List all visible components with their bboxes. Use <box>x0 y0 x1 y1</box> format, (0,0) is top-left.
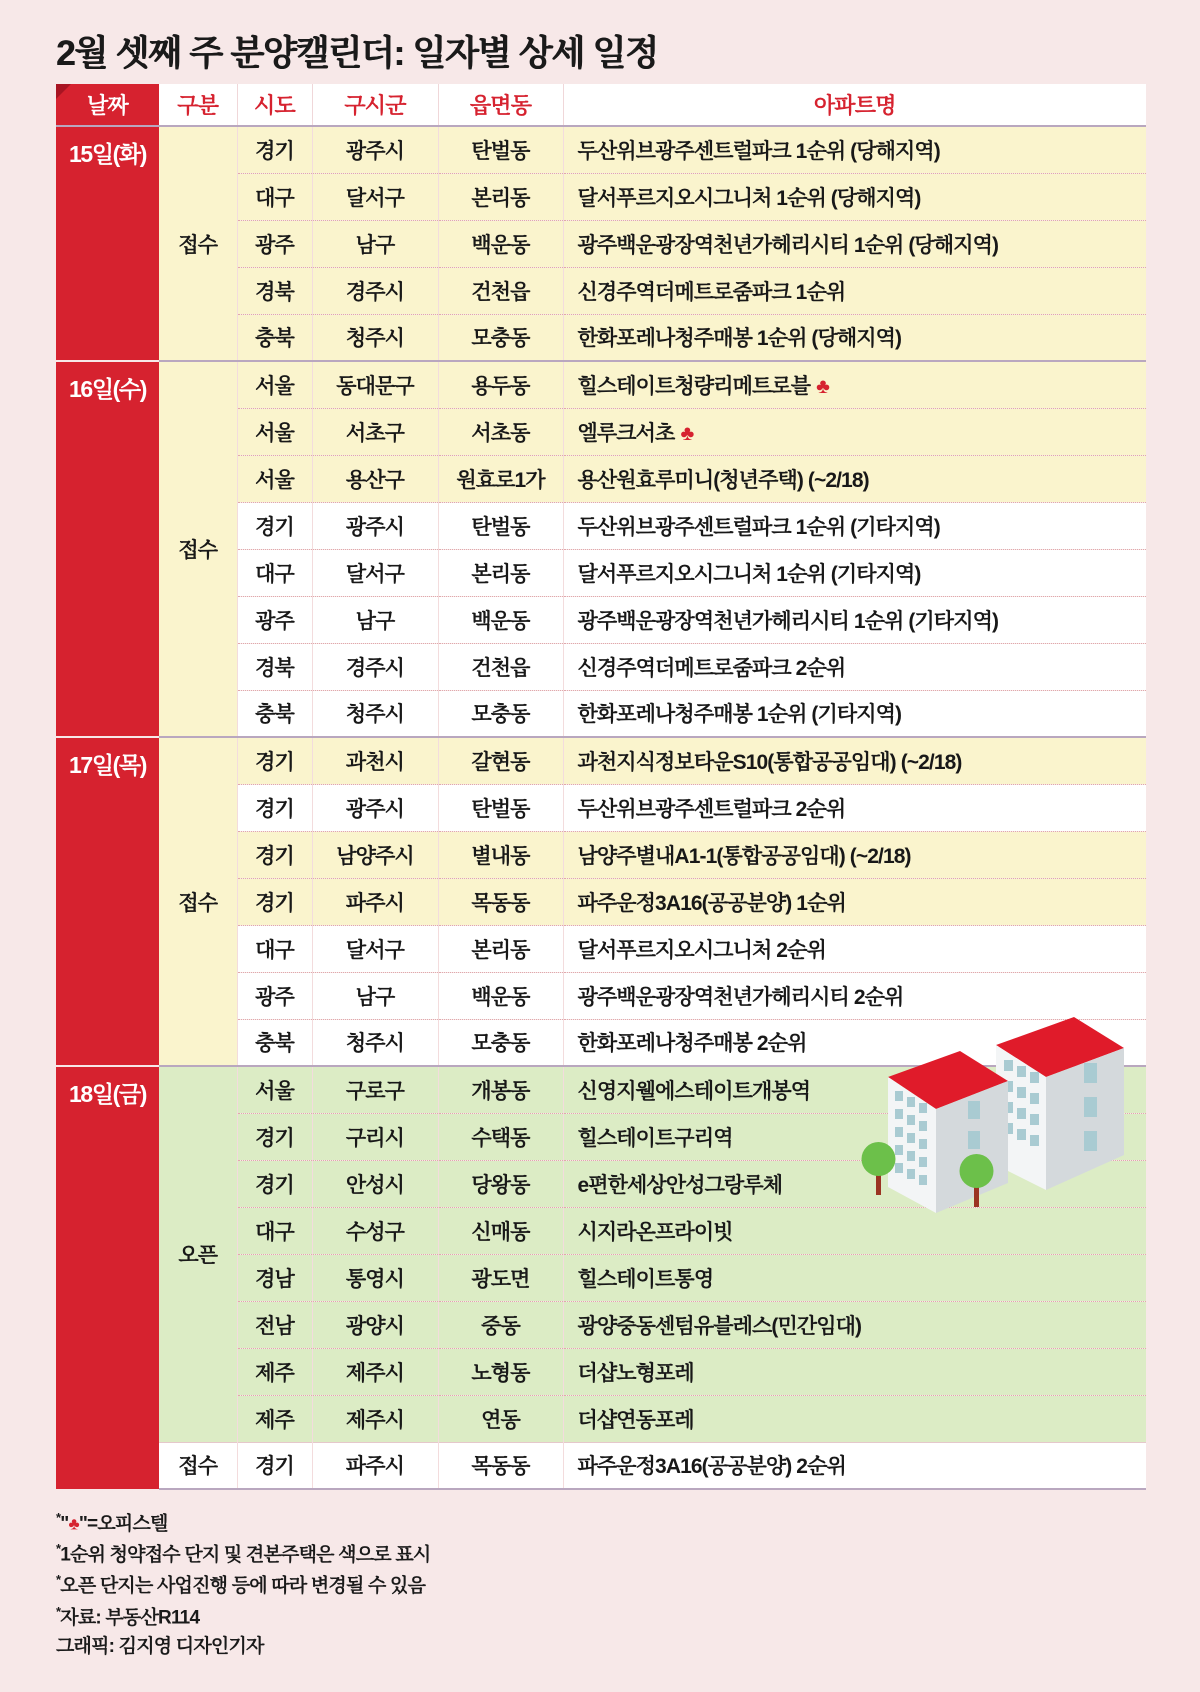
sido-cell: 충북 <box>237 1019 312 1066</box>
apartment-name-label: 한화포레나청주매봉 1순위 (당해지역) <box>577 327 902 351</box>
sido-cell: 대구 <box>237 1207 312 1254</box>
date-cell <box>56 1066 159 1489</box>
apartment-name-cell <box>563 1019 1146 1066</box>
calendar-table-container <box>56 84 1146 1490</box>
eupmyeondong-cell: 본리동 <box>438 173 563 220</box>
apartment-name-label: 광주백운광장역천년가헤리시티 1순위 (기타지역) <box>577 609 999 633</box>
sido-cell: 대구 <box>237 173 312 220</box>
gusigun-cell: 남구 <box>312 596 438 643</box>
gusigun-cell: 광주시 <box>312 502 438 549</box>
gusigun-cell: 용산구 <box>312 455 438 502</box>
apartment-name-cell <box>563 267 1146 314</box>
apartment-name-cell <box>563 455 1146 502</box>
sido-cell: 서울 <box>237 361 312 408</box>
sido-cell: 충북 <box>237 314 312 361</box>
club-icon: ♣ <box>68 1514 79 1534</box>
eupmyeondong-cell: 탄벌동 <box>438 126 563 173</box>
eupmyeondong-cell: 건천읍 <box>438 643 563 690</box>
sido-cell: 경남 <box>237 1254 312 1301</box>
gusigun-cell: 동대문구 <box>312 361 438 408</box>
sido-cell: 경기 <box>237 502 312 549</box>
gusigun-cell: 경주시 <box>312 267 438 314</box>
apartment-name-cell <box>563 220 1146 267</box>
fold-corner-icon <box>56 84 71 99</box>
gusigun-cell: 광주시 <box>312 126 438 173</box>
apartment-name-label: 달서푸르지오시그니처 1순위 (당해지역) <box>577 186 921 210</box>
gusigun-cell: 파주시 <box>312 1442 438 1489</box>
sido-cell: 경기 <box>237 831 312 878</box>
apartment-name-cell <box>563 1207 1146 1254</box>
eupmyeondong-cell: 용두동 <box>438 361 563 408</box>
apartment-name-cell <box>563 126 1146 173</box>
footnote-source: *자료: 부동산R114 <box>56 1603 200 1628</box>
sido-cell: 서울 <box>237 455 312 502</box>
eupmyeondong-cell: 노형동 <box>438 1348 563 1395</box>
eupmyeondong-cell: 당왕동 <box>438 1160 563 1207</box>
gusigun-cell: 남양주시 <box>312 831 438 878</box>
column-header-gusigun: 구시군 <box>312 84 438 126</box>
eupmyeondong-cell: 모충동 <box>438 1019 563 1066</box>
eupmyeondong-cell: 갈현동 <box>438 737 563 784</box>
sido-cell: 제주 <box>237 1348 312 1395</box>
eupmyeondong-cell: 탄벌동 <box>438 784 563 831</box>
type-cell: 접수 <box>159 361 237 737</box>
date-cell <box>56 361 159 737</box>
apartment-name-label: 신영지웰에스테이트개봉역 <box>577 1079 811 1103</box>
eupmyeondong-cell: 모충동 <box>438 690 563 737</box>
eupmyeondong-cell: 건천읍 <box>438 267 563 314</box>
eupmyeondong-cell: 개봉동 <box>438 1066 563 1113</box>
sido-cell: 경기 <box>237 784 312 831</box>
apartment-name-label: 시지라온프라이빗 <box>577 1220 733 1244</box>
eupmyeondong-cell: 탄벌동 <box>438 502 563 549</box>
date-label: 16일(수) <box>69 376 146 402</box>
sido-cell: 경북 <box>237 643 312 690</box>
apartment-name-cell <box>563 690 1146 737</box>
apartment-name-cell <box>563 1066 1146 1113</box>
apartment-name-label: 두산위브광주센트럴파크 1순위 (당해지역) <box>577 139 940 163</box>
sido-cell: 서울 <box>237 408 312 455</box>
eupmyeondong-cell: 원효로1가 <box>438 455 563 502</box>
apartment-name-cell <box>563 925 1146 972</box>
column-header-sido: 시도 <box>237 84 312 126</box>
table-row <box>56 737 1146 784</box>
type-cell: 접수 <box>159 126 237 361</box>
eupmyeondong-cell: 백운동 <box>438 972 563 1019</box>
date-label: 15일(화) <box>69 141 146 167</box>
footnote-graphic-credit: 그래픽: 김지영 디자인기자 <box>56 1635 264 1657</box>
apartment-name-label: 파주운정3A16(공공분양) 1순위 <box>577 891 846 915</box>
apartment-name-label: 힐스테이트통영 <box>577 1267 714 1291</box>
apartment-name-label: e편한세상안성그랑루체 <box>577 1173 783 1197</box>
footnotes <box>56 1508 856 1662</box>
sido-cell: 서울 <box>237 1066 312 1113</box>
apartment-name-label: 한화포레나청주매봉 2순위 <box>577 1032 807 1056</box>
table-row <box>56 126 1146 173</box>
sido-cell: 전남 <box>237 1301 312 1348</box>
gusigun-cell: 제주시 <box>312 1395 438 1442</box>
eupmyeondong-cell: 신매동 <box>438 1207 563 1254</box>
apartment-name-cell <box>563 1160 1146 1207</box>
gusigun-cell: 청주시 <box>312 1019 438 1066</box>
sido-cell: 대구 <box>237 925 312 972</box>
apartment-name-cell <box>563 1254 1146 1301</box>
apartment-name-label: 달서푸르지오시그니처 1순위 (기타지역) <box>577 562 921 586</box>
eupmyeondong-cell: 목동동 <box>438 878 563 925</box>
apartment-name-label: 더샵연동포레 <box>577 1408 694 1432</box>
apartment-name-cell <box>563 1301 1146 1348</box>
sido-cell: 제주 <box>237 1395 312 1442</box>
sido-cell: 경기 <box>237 126 312 173</box>
apartment-name-cell <box>563 408 1146 455</box>
gusigun-cell: 안성시 <box>312 1160 438 1207</box>
gusigun-cell: 남구 <box>312 972 438 1019</box>
gusigun-cell: 광양시 <box>312 1301 438 1348</box>
eupmyeondong-cell: 광도면 <box>438 1254 563 1301</box>
apartment-name-label: 광주백운광장역천년가헤리시티 2순위 <box>577 985 904 1009</box>
gusigun-cell: 광주시 <box>312 784 438 831</box>
apartment-name-label: 힐스테이트구리역 <box>577 1126 733 1150</box>
sido-cell: 광주 <box>237 972 312 1019</box>
apartment-name-cell <box>563 596 1146 643</box>
gusigun-cell: 수성구 <box>312 1207 438 1254</box>
sido-cell: 경기 <box>237 878 312 925</box>
sido-cell: 충북 <box>237 690 312 737</box>
club-icon: ♣ <box>680 421 694 445</box>
header-row <box>56 84 1146 126</box>
column-header-date-label: 날짜 <box>87 93 128 118</box>
apartment-name-label: 두산위브광주센트럴파크 2순위 <box>577 797 846 821</box>
sido-cell: 경기 <box>237 737 312 784</box>
date-label: 17일(목) <box>69 752 146 778</box>
type-cell: 오픈 <box>159 1066 237 1442</box>
table-row <box>56 1442 1146 1489</box>
apartment-name-cell <box>563 502 1146 549</box>
gusigun-cell: 청주시 <box>312 314 438 361</box>
apartment-name-label: 두산위브광주센트럴파크 1순위 (기타지역) <box>577 515 940 539</box>
apartment-name-label: 신경주역더메트로줌파크 1순위 <box>577 280 846 304</box>
apartment-name-label: 광양중동센텀유블레스(민간임대) <box>577 1314 862 1338</box>
type-cell: 접수 <box>159 737 237 1066</box>
footnote-open-change: *오픈 단지는 사업진행 등에 따라 변경될 수 있음 <box>56 1572 426 1597</box>
eupmyeondong-cell: 본리동 <box>438 549 563 596</box>
calendar-table <box>56 84 1146 1490</box>
apartment-name-label: 엘루크서초 <box>577 421 675 445</box>
apartment-name-label: 광주백운광장역천년가헤리시티 1순위 (당해지역) <box>577 233 999 257</box>
gusigun-cell: 달서구 <box>312 549 438 596</box>
apartment-name-cell <box>563 831 1146 878</box>
column-header-type: 구분 <box>159 84 237 126</box>
gusigun-cell: 달서구 <box>312 925 438 972</box>
eupmyeondong-cell: 중동 <box>438 1301 563 1348</box>
apartment-name-label: 과천지식정보타운S10(통합공공임대) (~2/18) <box>577 750 962 774</box>
gusigun-cell: 구로구 <box>312 1066 438 1113</box>
table-header <box>56 84 1146 126</box>
eupmyeondong-cell: 별내동 <box>438 831 563 878</box>
apartment-name-label: 한화포레나청주매봉 1순위 (기타지역) <box>577 703 902 727</box>
club-icon: ♣ <box>816 374 830 398</box>
apartment-name-label: 용산원효루미니(청년주택) (~2/18) <box>577 468 869 492</box>
eupmyeondong-cell: 백운동 <box>438 220 563 267</box>
gusigun-cell: 구리시 <box>312 1113 438 1160</box>
apartment-name-label: 더샵노형포레 <box>577 1361 694 1385</box>
gusigun-cell: 달서구 <box>312 173 438 220</box>
column-header-eupmyeondong: 읍면동 <box>438 84 563 126</box>
eupmyeondong-cell: 본리동 <box>438 925 563 972</box>
date-cell <box>56 126 159 361</box>
column-header-apt: 아파트명 <box>563 84 1146 126</box>
gusigun-cell: 청주시 <box>312 690 438 737</box>
apartment-name-label: 파주운정3A16(공공분양) 2순위 <box>577 1455 846 1479</box>
type-cell: 접수 <box>159 1442 237 1489</box>
apartment-name-label: 신경주역더메트로줌파크 2순위 <box>577 656 846 680</box>
sido-cell: 광주 <box>237 220 312 267</box>
gusigun-cell: 과천시 <box>312 737 438 784</box>
sido-cell: 경북 <box>237 267 312 314</box>
gusigun-cell: 경주시 <box>312 643 438 690</box>
footnote-first-priority: *1순위 청약접수 단지 및 견본주택은 색으로 표시 <box>56 1541 431 1566</box>
apartment-name-cell <box>563 314 1146 361</box>
eupmyeondong-cell: 백운동 <box>438 596 563 643</box>
table-row <box>56 361 1146 408</box>
apartment-name-cell <box>563 972 1146 1019</box>
gusigun-cell: 남구 <box>312 220 438 267</box>
page-title: 2월 셋째 주 분양캘린더: 일자별 상세 일정 <box>56 34 658 73</box>
apartment-name-cell <box>563 549 1146 596</box>
sido-cell: 경기 <box>237 1113 312 1160</box>
eupmyeondong-cell: 수택동 <box>438 1113 563 1160</box>
gusigun-cell: 파주시 <box>312 878 438 925</box>
asterisk-icon: * <box>56 1510 61 1525</box>
eupmyeondong-cell: 연동 <box>438 1395 563 1442</box>
apartment-name-label: 힐스테이트청량리메트로블 <box>577 374 811 398</box>
sido-cell: 경기 <box>237 1442 312 1489</box>
asterisk-icon: * <box>56 1541 61 1557</box>
apartment-name-cell <box>563 361 1146 408</box>
apartment-name-label: 남양주별내A1-1(통합공공임대) (~2/18) <box>577 844 911 868</box>
apartment-name-cell <box>563 1442 1146 1489</box>
asterisk-icon: * <box>56 1603 61 1619</box>
column-header-date <box>56 84 159 126</box>
date-cell <box>56 737 159 1066</box>
table-body <box>56 126 1146 1489</box>
gusigun-cell: 제주시 <box>312 1348 438 1395</box>
table-row <box>56 1066 1146 1113</box>
eupmyeondong-cell: 서초동 <box>438 408 563 455</box>
sido-cell: 경기 <box>237 1160 312 1207</box>
gusigun-cell: 통영시 <box>312 1254 438 1301</box>
apartment-name-cell <box>563 1348 1146 1395</box>
apartment-name-cell <box>563 1113 1146 1160</box>
footnote-officetel: *"♣"=오피스텔 <box>56 1510 168 1535</box>
date-label: 18일(금) <box>69 1081 146 1107</box>
eupmyeondong-cell: 모충동 <box>438 314 563 361</box>
apartment-name-cell <box>563 737 1146 784</box>
apartment-name-cell <box>563 878 1146 925</box>
apartment-name-cell <box>563 173 1146 220</box>
apartment-name-cell <box>563 643 1146 690</box>
apartment-name-label: 달서푸르지오시그니처 2순위 <box>577 938 826 962</box>
asterisk-icon: * <box>56 1572 61 1588</box>
apartment-name-cell <box>563 784 1146 831</box>
sido-cell: 대구 <box>237 549 312 596</box>
apartment-name-cell <box>563 1395 1146 1442</box>
sido-cell: 광주 <box>237 596 312 643</box>
eupmyeondong-cell: 목동동 <box>438 1442 563 1489</box>
gusigun-cell: 서초구 <box>312 408 438 455</box>
